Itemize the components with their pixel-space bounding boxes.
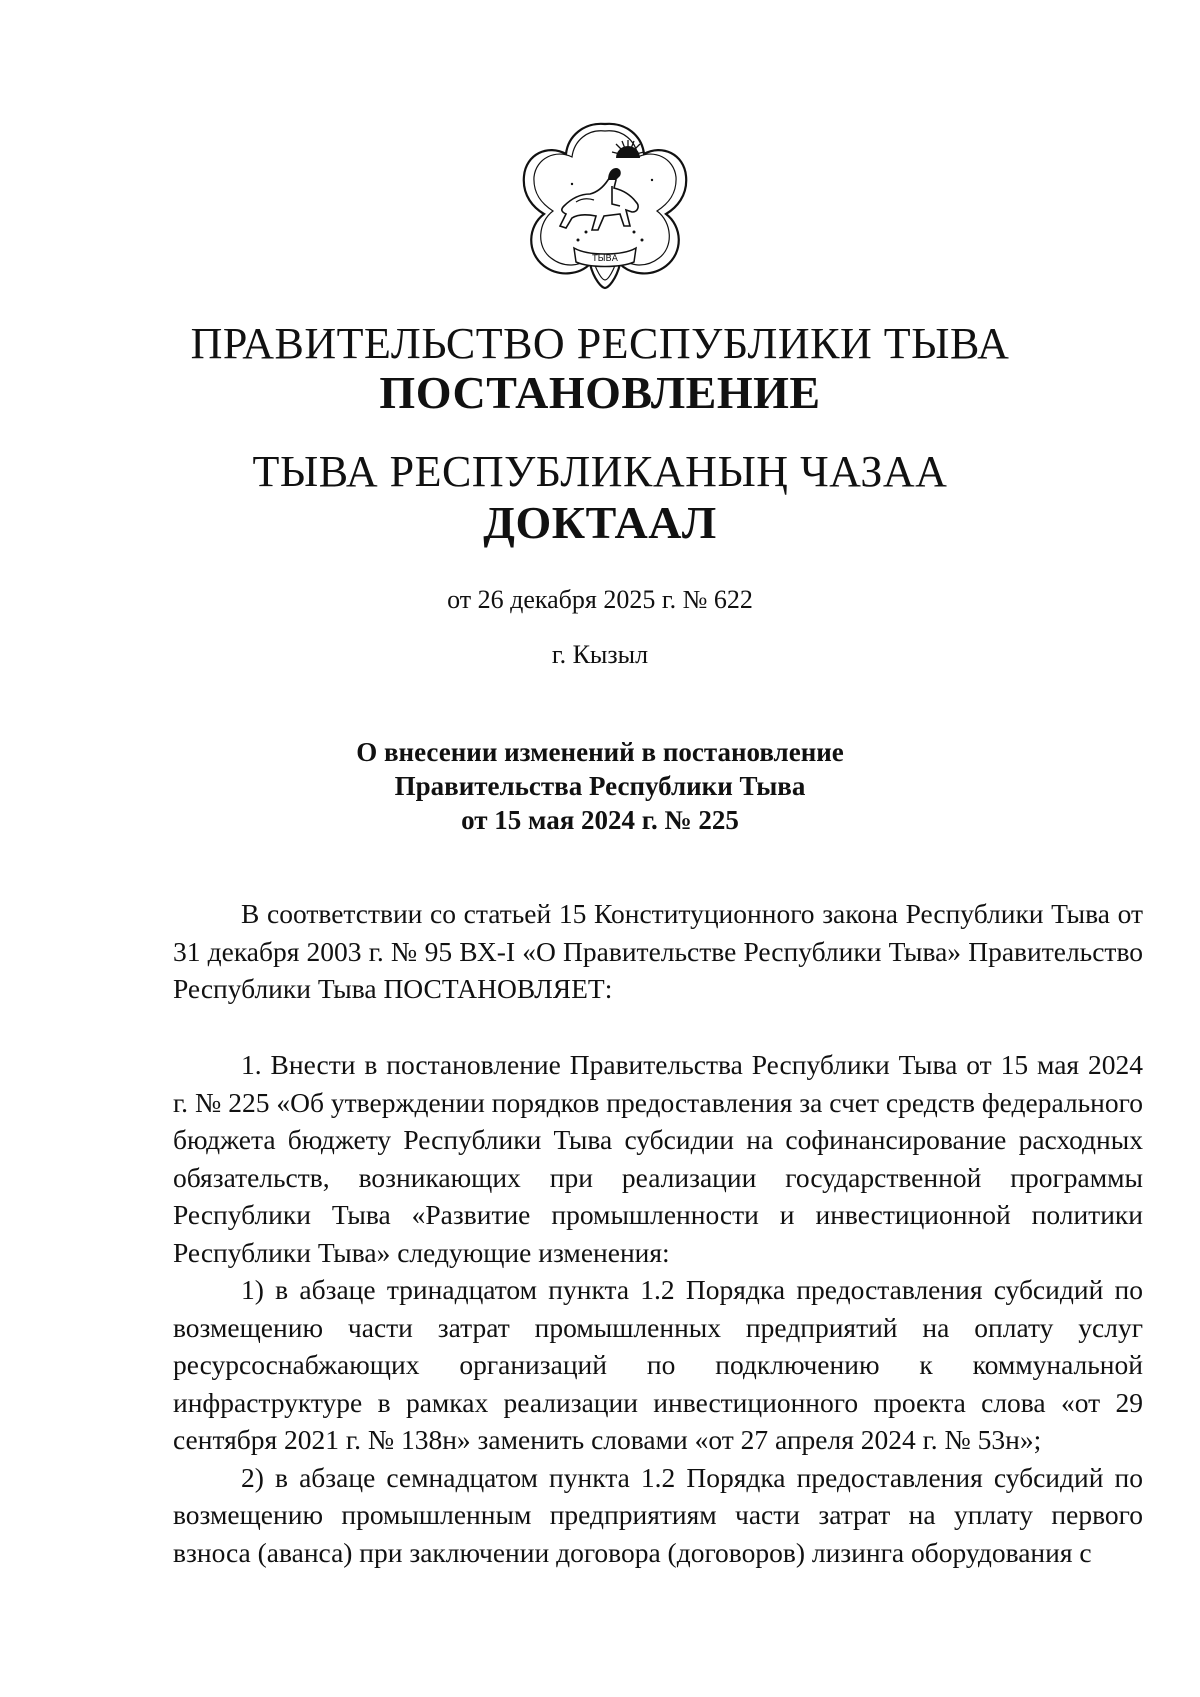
act-type-title: ПОСТАНОВЛЕНИЕ: [379, 367, 821, 418]
document-subject: [0, 735, 1200, 837]
document-date-number: от 26 декабря 2025 г. № 622: [447, 585, 753, 614]
preamble-block: [173, 895, 1143, 1008]
act-type-title-tuvan: ДОКТААЛ: [483, 497, 717, 548]
subitem-1-paragraph: 1) в абзаце тринадцатом пункта 1.2 Порядка предоставления субсидий по возмещению части затрат промышленных предприятий на оплату услуг ресурсоснабжающих организаций по подключению к коммунальной инфраструктуре в рамках реализации инвестиционного проекта слова «от 29 сентября 2021 г. № 138н» заменить словами «от 27 апреля 2024 г. № 53н»;: [173, 1274, 1143, 1455]
svg-text:ТЫВА: ТЫВА: [592, 254, 618, 264]
government-title-tuvan: ТЫВА РЕСПУБЛИКАНЫҢ ЧАЗАА: [252, 447, 948, 496]
subject-line: Правительства Республики Тыва: [394, 771, 806, 801]
subject-line: от 15 мая 2024 г. № 225: [461, 805, 739, 835]
tuva-coat-of-arms-icon: [516, 114, 694, 292]
item-1-paragraph: 1. Внести в постановление Правительства Республики Тыва от 15 мая 2024 г. № 225 «Об утверждении порядков предоставления за счет средств федерального бюджета бюджету Республики Тыва субсидии на софинансирование расходных обязательств, возникающих при реализации государственной программы Республики Тыва «Развитие промышленности и инвестиционной политики Республики Тыва» следующие изменения:: [173, 1049, 1143, 1268]
resolution-body: [173, 1046, 1143, 1571]
document-city: г. Кызыл: [551, 640, 649, 669]
preamble-paragraph: В соответствии со статьей 15 Конституционного закона Республики Тыва от 31 декабря 2003 г. № 95 ВХ-I «О Правительстве Республики Тыва» Правительство Республики Тыва ПОСТАНОВЛЯЕТ:: [173, 898, 1143, 1004]
subject-line: О внесении изменений в постановление: [356, 737, 844, 767]
government-title: ПРАВИТЕЛЬСТВО РЕСПУБЛИКИ ТЫВА: [190, 319, 1010, 368]
subitem-2-paragraph: 2) в абзаце семнадцатом пункта 1.2 Порядка предоставления субсидий по возмещению промышленным предприятиям части затрат на уплату первого взноса (аванса) при заключении договора (договоров) лизинга оборудования с: [173, 1461, 1143, 1568]
